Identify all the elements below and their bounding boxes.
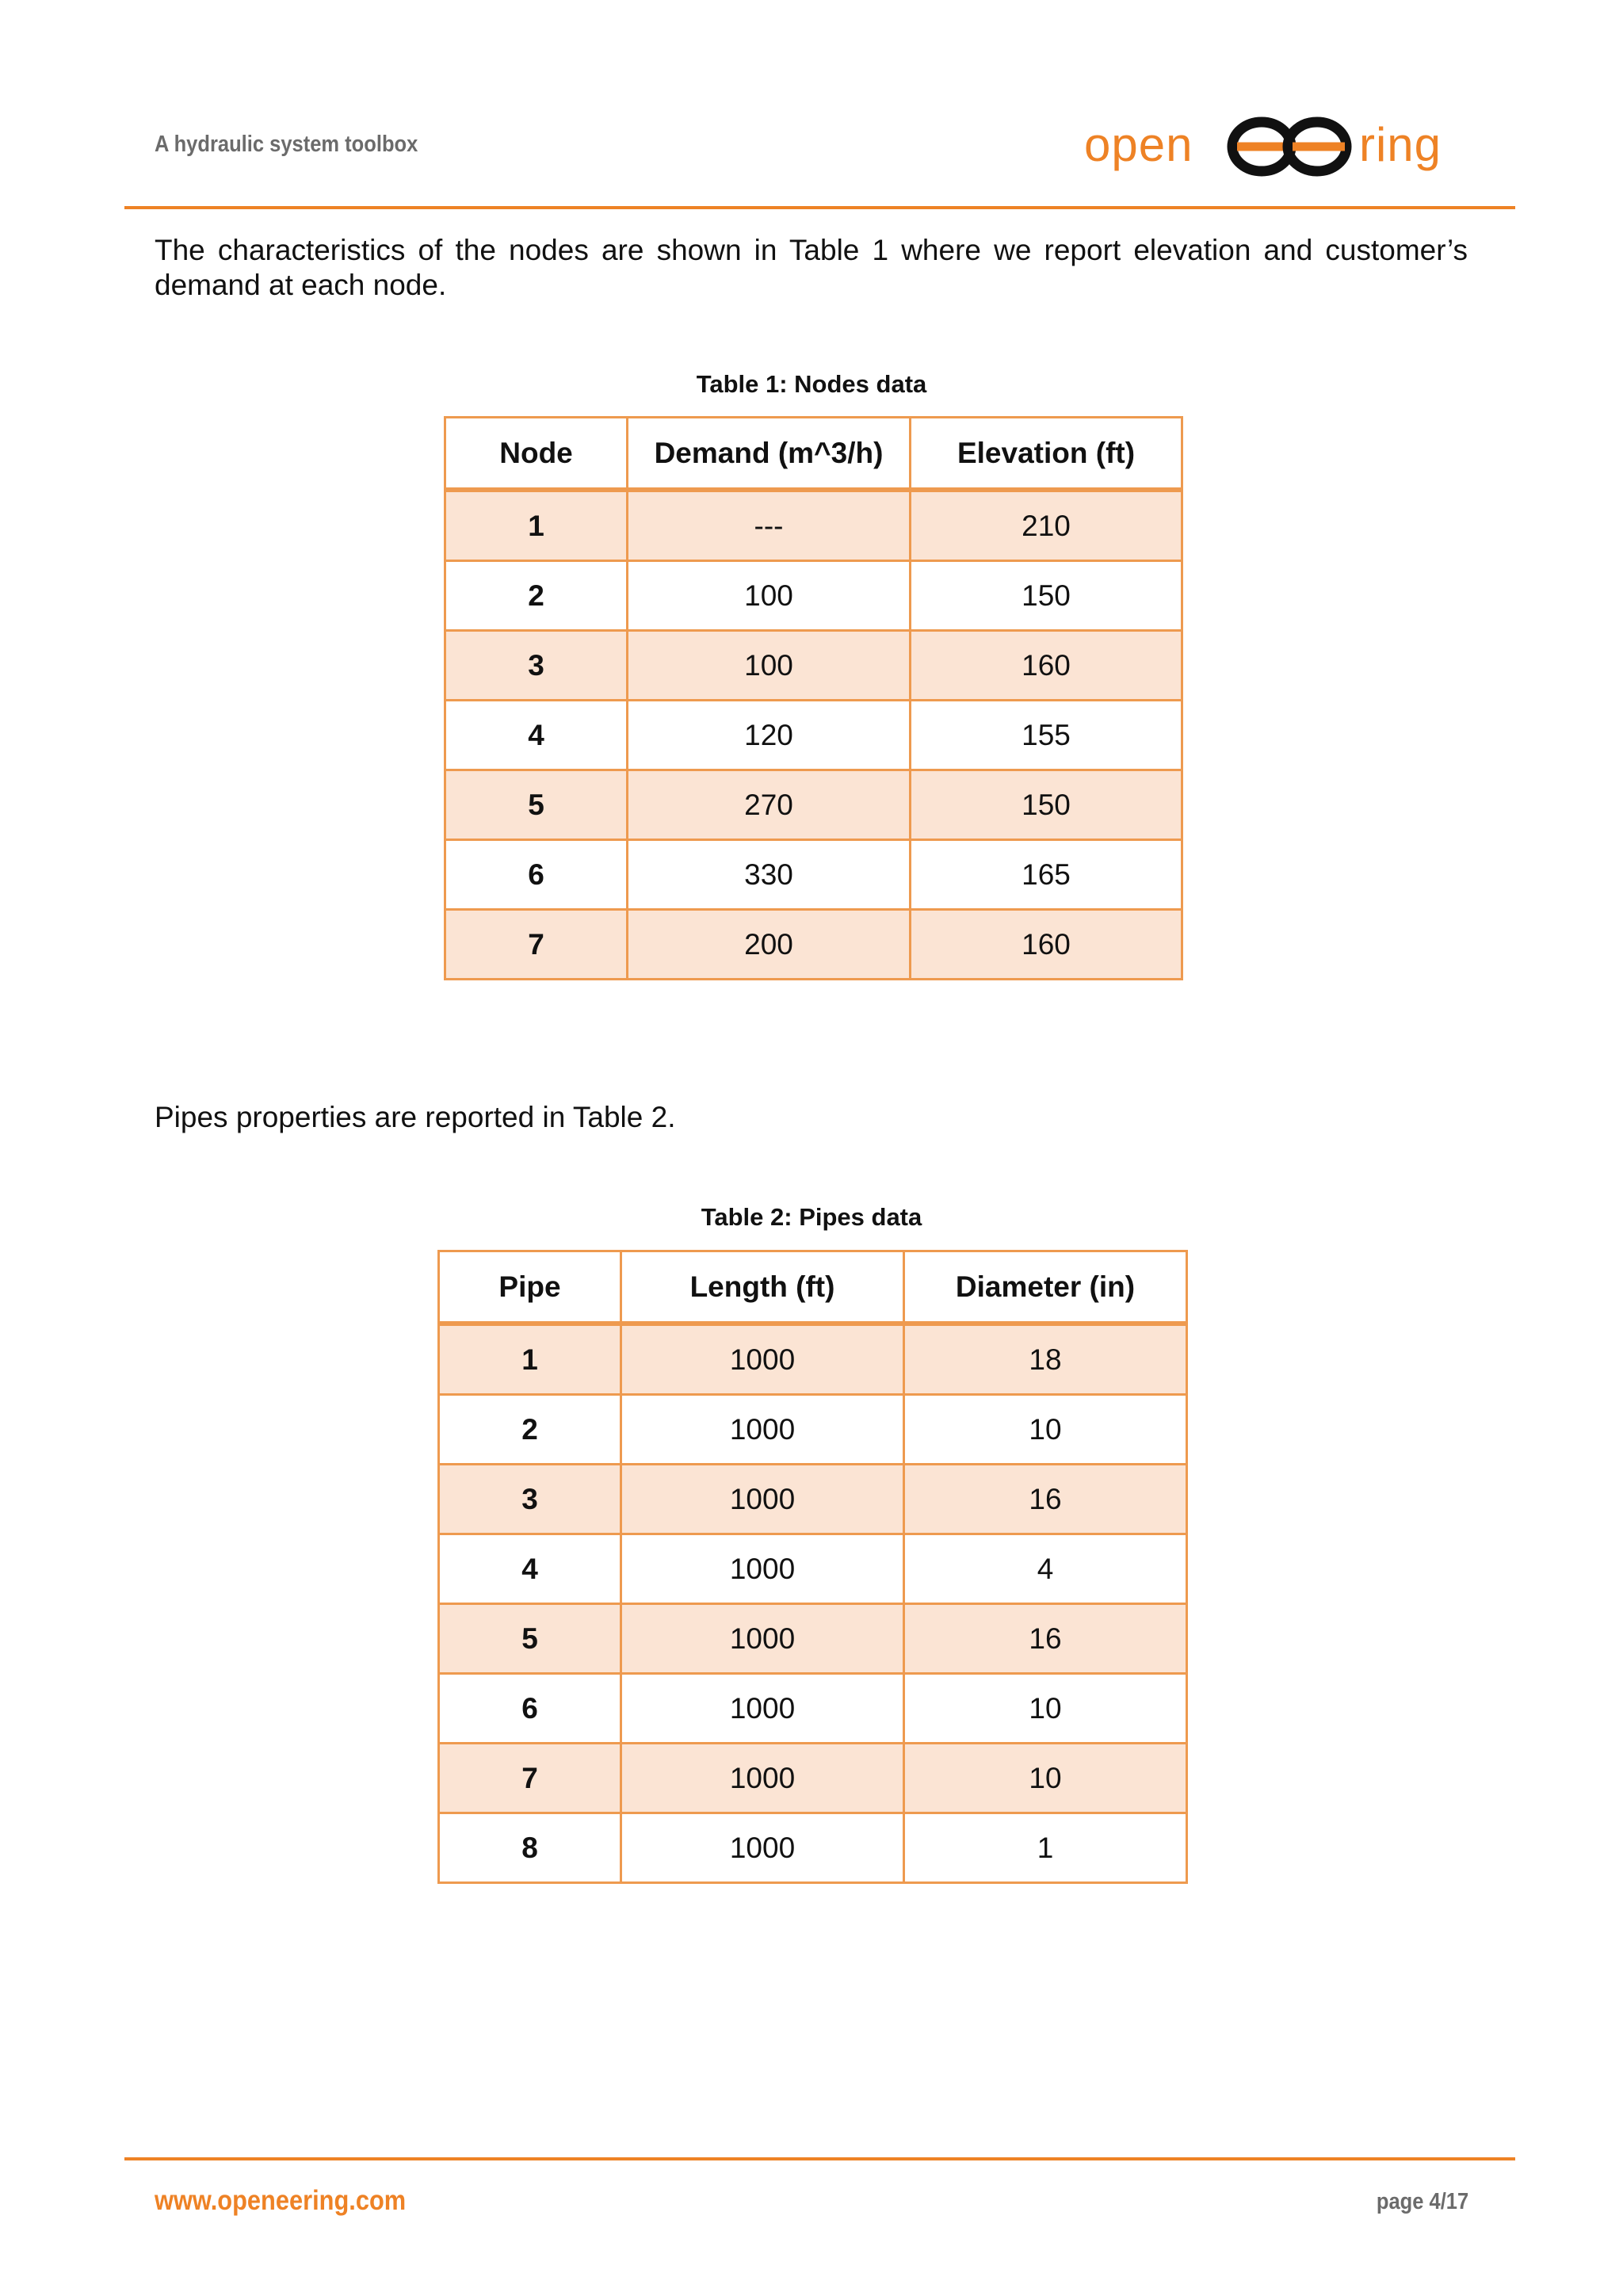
table-cell: 200 — [628, 910, 911, 980]
column-header: Demand (m^3/h) — [628, 418, 911, 491]
table-cell: 8 — [439, 1813, 621, 1883]
table-cell: 1000 — [621, 1465, 904, 1534]
table-cell: 1000 — [621, 1604, 904, 1674]
table-cell: 1 — [439, 1324, 621, 1395]
table-row — [445, 490, 1182, 561]
header-rule — [124, 206, 1515, 209]
table-row — [445, 840, 1182, 910]
table-cell: 1000 — [621, 1395, 904, 1465]
table1-caption: Table 1: Nodes data — [696, 370, 927, 398]
table-cell: 165 — [911, 840, 1182, 910]
table-row — [445, 631, 1182, 701]
table-row — [439, 1395, 1187, 1465]
logo-text-ring: ring — [1359, 118, 1442, 171]
table-row — [439, 1604, 1187, 1674]
table-cell: 3 — [445, 631, 628, 701]
table-cell: 2 — [445, 561, 628, 631]
table-cell: 6 — [439, 1674, 621, 1744]
column-header: Diameter (in) — [904, 1251, 1187, 1324]
table-cell: 1000 — [621, 1324, 904, 1395]
table-cell: 10 — [904, 1395, 1187, 1465]
table-cell: 150 — [911, 561, 1182, 631]
table-cell: 100 — [628, 631, 911, 701]
column-header: Length (ft) — [621, 1251, 904, 1324]
table-cell: 1 — [904, 1813, 1187, 1883]
table-cell: 3 — [439, 1465, 621, 1534]
pipes-table — [437, 1250, 1188, 1884]
column-header: Elevation (ft) — [911, 418, 1182, 491]
pipes-paragraph: Pipes properties are reported in Table 2. — [155, 1101, 676, 1133]
table-cell: 5 — [439, 1604, 621, 1674]
table-cell: 16 — [904, 1604, 1187, 1674]
column-header: Pipe — [439, 1251, 621, 1324]
table-cell: 2 — [439, 1395, 621, 1465]
footer-website-link[interactable]: www.openeering.com — [155, 2185, 407, 2216]
table-header-row — [445, 418, 1182, 491]
logo-text-open: open — [1084, 118, 1193, 171]
table-cell: 10 — [904, 1744, 1187, 1813]
table2-caption: Table 2: Pipes data — [701, 1203, 922, 1231]
table-row — [439, 1674, 1187, 1744]
table-cell: 160 — [911, 631, 1182, 701]
table-cell: 5 — [445, 770, 628, 840]
table-cell: 270 — [628, 770, 911, 840]
nodes-table — [444, 416, 1183, 980]
table-row — [445, 910, 1182, 980]
table-cell: 1000 — [621, 1744, 904, 1813]
table-row — [445, 770, 1182, 840]
table-cell: 18 — [904, 1324, 1187, 1395]
table-cell: 16 — [904, 1465, 1187, 1534]
document-header-title: A hydraulic system toolbox — [155, 132, 418, 157]
table-cell: 160 — [911, 910, 1182, 980]
intro-paragraph: The characteristics of the nodes are shown in Table 1 where we report elevation and customer’s demand at each node. — [155, 234, 1468, 301]
table-cell: 1000 — [621, 1674, 904, 1744]
table-row — [439, 1324, 1187, 1395]
table-row — [439, 1534, 1187, 1604]
table-cell: 100 — [628, 561, 911, 631]
table-cell: 7 — [445, 910, 628, 980]
openeering-logo — [1078, 111, 1474, 182]
table-cell: 210 — [911, 490, 1182, 561]
table-cell: --- — [628, 490, 911, 561]
table-header-row — [439, 1251, 1187, 1324]
table-cell: 10 — [904, 1674, 1187, 1744]
table-row — [439, 1813, 1187, 1883]
page-number: page 4/17 — [1376, 2189, 1468, 2214]
table-row — [445, 701, 1182, 770]
table-cell: 1000 — [621, 1534, 904, 1604]
table-cell: 4 — [439, 1534, 621, 1604]
table-cell: 150 — [911, 770, 1182, 840]
column-header: Node — [445, 418, 628, 491]
footer-rule — [124, 2157, 1515, 2160]
table-cell: 1 — [445, 490, 628, 561]
logo-ee-mark-icon — [1224, 111, 1355, 182]
table-cell: 330 — [628, 840, 911, 910]
table-cell: 4 — [904, 1534, 1187, 1604]
table-cell: 4 — [445, 701, 628, 770]
table-cell: 7 — [439, 1744, 621, 1813]
table-row — [439, 1465, 1187, 1534]
table-row — [439, 1744, 1187, 1813]
table-cell: 1000 — [621, 1813, 904, 1883]
table-cell: 6 — [445, 840, 628, 910]
table-row — [445, 561, 1182, 631]
table-cell: 155 — [911, 701, 1182, 770]
table-cell: 120 — [628, 701, 911, 770]
